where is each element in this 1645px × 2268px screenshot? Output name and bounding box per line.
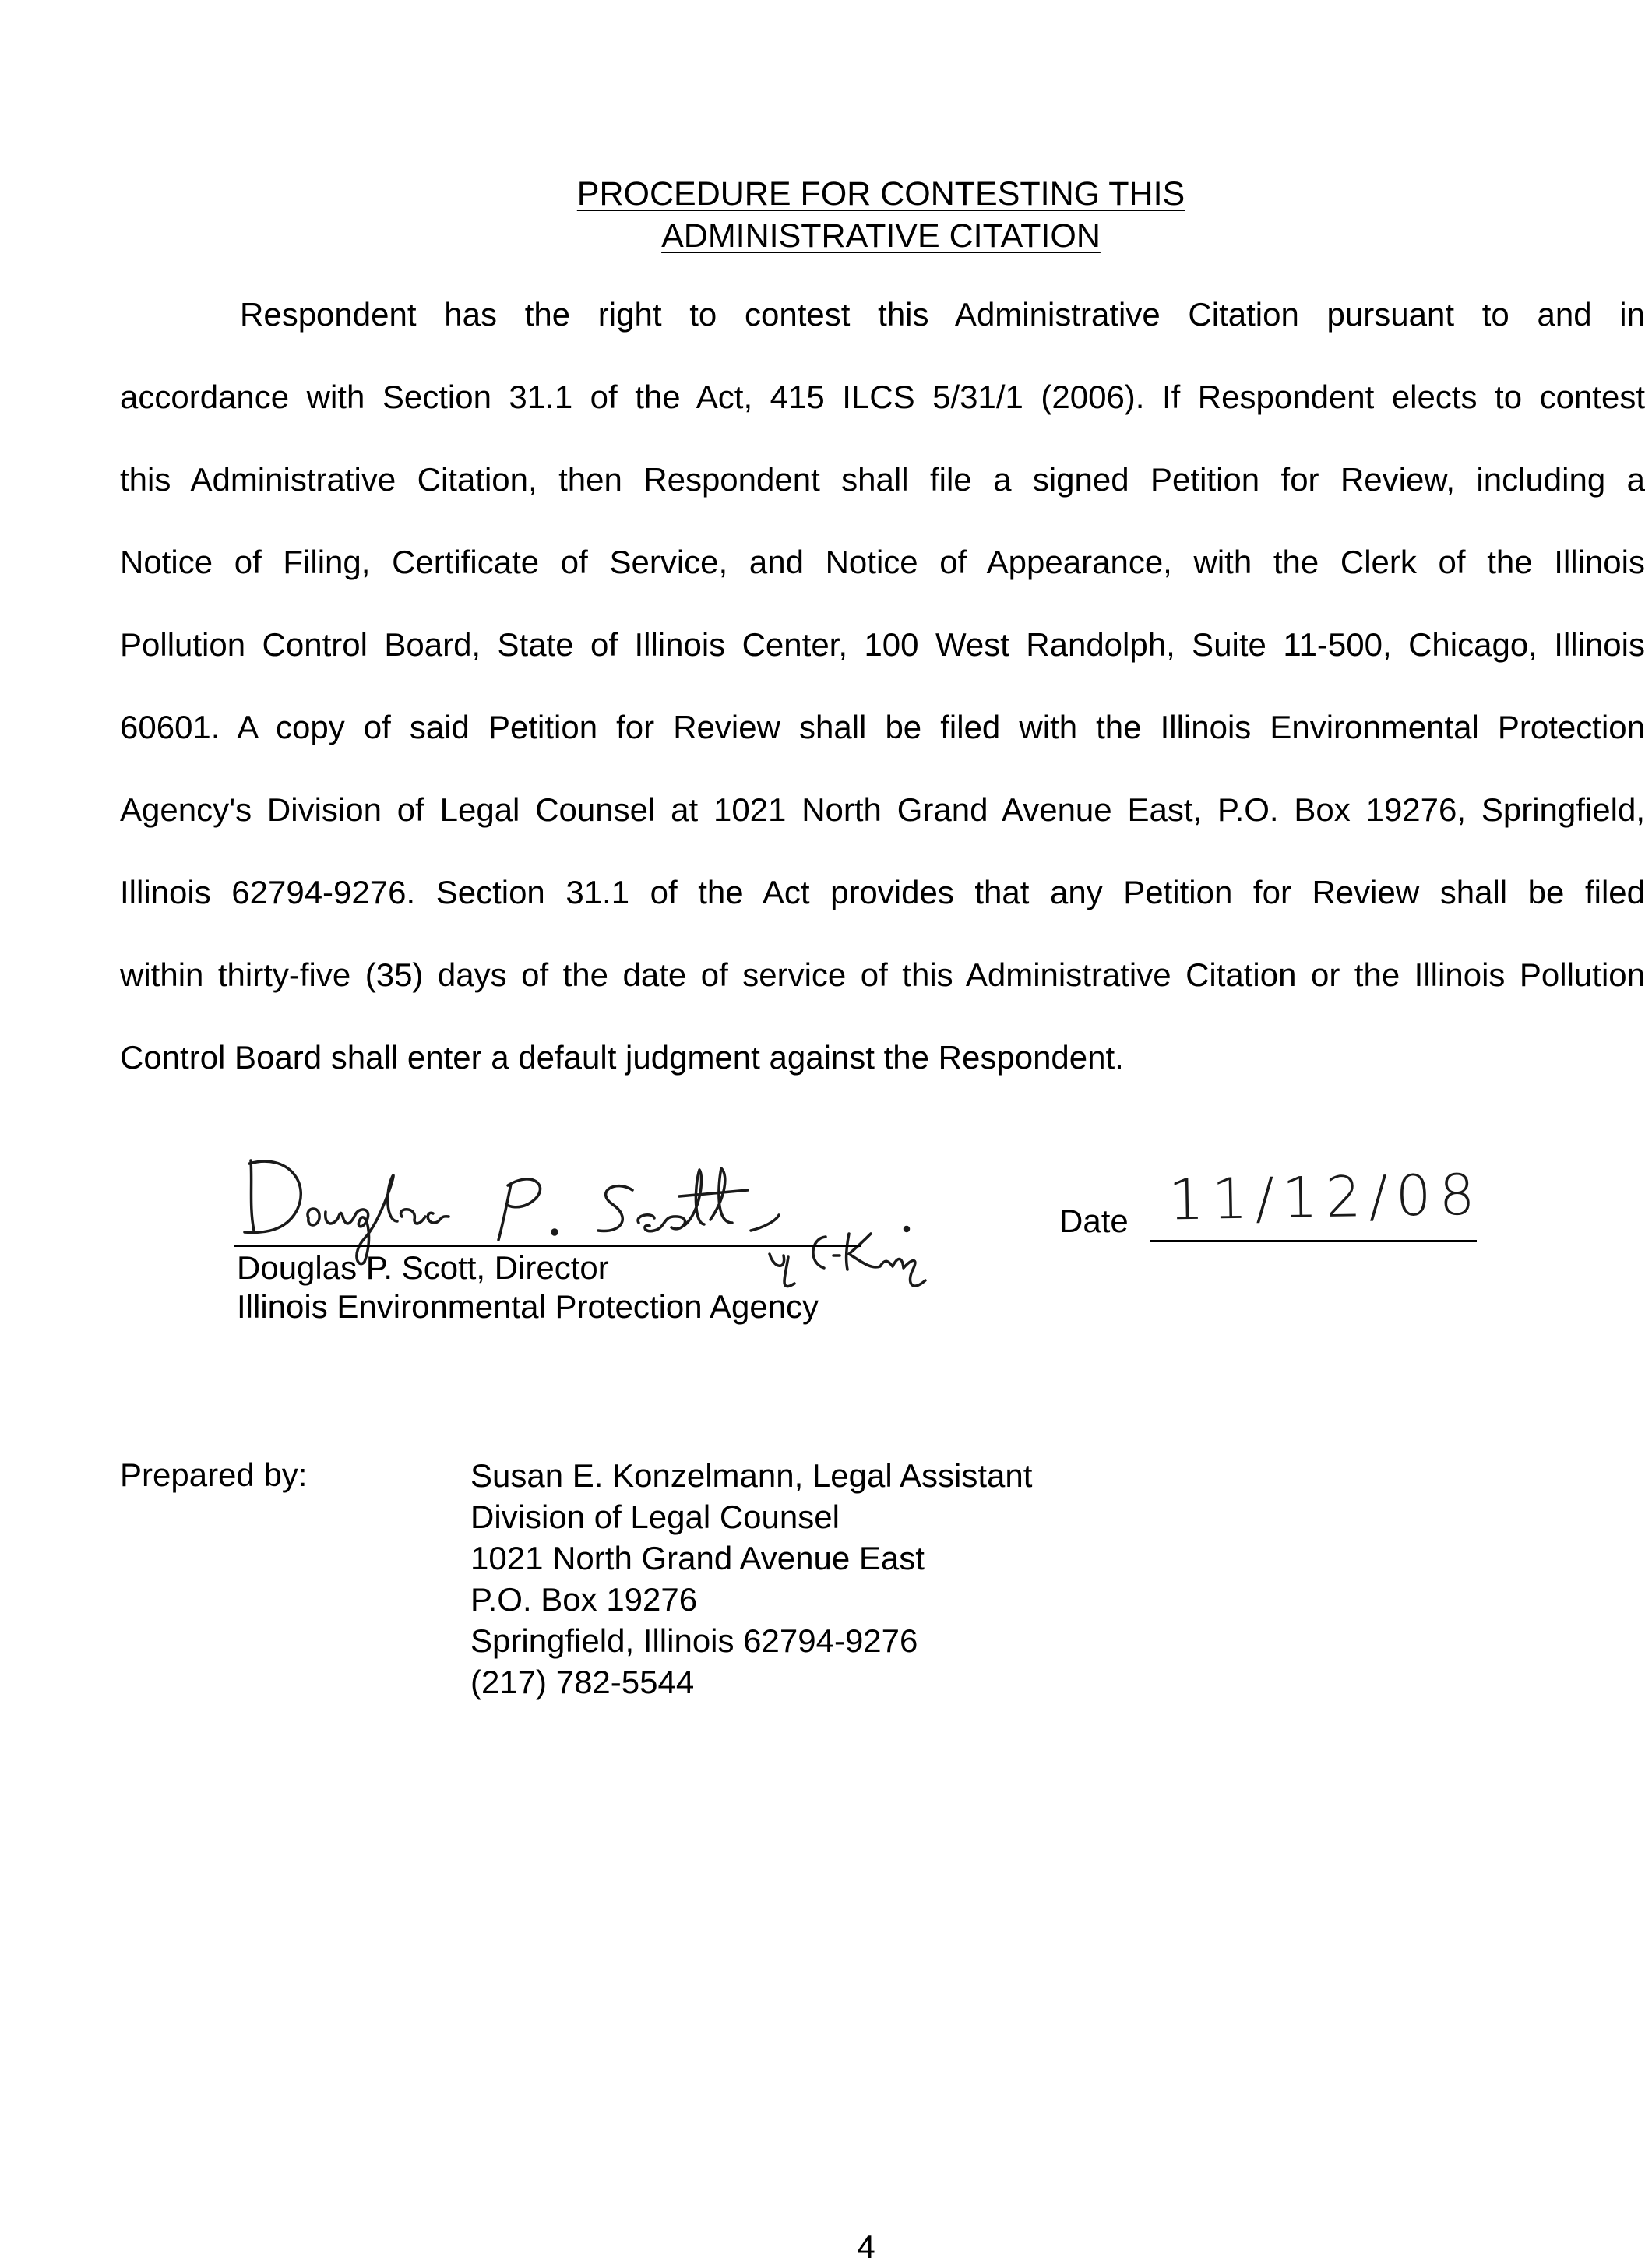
- prepared-line: 1021 North Grand Avenue East: [470, 1540, 925, 1576]
- signature-block: [234, 1153, 1511, 1402]
- signatory-agency: Illinois Environmental Protection Agency: [237, 1288, 819, 1325]
- prepared-line: Susan E. Konzelmann, Legal Assistant: [470, 1457, 1033, 1494]
- paragraph-line: Respondent has the right to contest this Administrative Citation pursuant to and in: [240, 296, 1645, 333]
- page-number: 4: [857, 2228, 875, 2265]
- signatory-name: Douglas P. Scott, Director: [237, 1249, 609, 1286]
- signature-line: [234, 1245, 861, 1247]
- paragraph-line: this Administrative Citation, then Respondent shall file a signed Petition for Review, including a: [120, 461, 1645, 498]
- prepared-by-address: [470, 1455, 1032, 1703]
- prepared-line: Springfield, Illinois 62794-9276: [470, 1622, 918, 1659]
- heading-line-2-text: ADMINISTRATIVE CITATION: [661, 217, 1101, 255]
- date-label: Date: [1059, 1203, 1129, 1239]
- prepared-line: P.O. Box 19276: [470, 1581, 698, 1618]
- prepared-by-label: Prepared by:: [120, 1456, 308, 1493]
- paragraph-line: Control Board shall enter a default judgment against the Respondent.: [120, 1039, 1124, 1076]
- heading-line-1-text: PROCEDURE FOR CONTESTING THIS: [576, 175, 1185, 213]
- paragraph-line: within thirty-five (35) days of the date of service of this Administrative Citation or the Illinois Pollution: [120, 956, 1645, 993]
- paragraph-line: Illinois 62794-9276. Section 31.1 of the Act provides that any Petition for Review shall be filed: [120, 874, 1645, 910]
- date-line: [1150, 1240, 1477, 1242]
- date-value: 11/12/08: [1168, 1161, 1484, 1233]
- paragraph-line: Agency's Division of Legal Counsel at 1021 North Grand Avenue East, P.O. Box 19276, Springfield,: [120, 791, 1645, 828]
- paragraph-line: Notice of Filing, Certificate of Service, and Notice of Appearance, with the Clerk of the Illinois: [120, 544, 1645, 580]
- prepared-line: (217) 782-5544: [470, 1664, 695, 1700]
- paragraph-line: accordance with Section 31.1 of the Act, 415 ILCS 5/31/1 (2006). If Respondent elects to contest: [120, 379, 1645, 415]
- prepared-line: Division of Legal Counsel: [470, 1498, 840, 1535]
- paragraph-line: Pollution Control Board, State of Illinois Center, 100 West Randolph, Suite 11-500, Chicago, Illinois: [120, 626, 1645, 663]
- heading-line-1: [0, 173, 1645, 215]
- heading-line-2: [0, 215, 1645, 257]
- paragraph-line: 60601. A copy of said Petition for Review shall be filed with the Illinois Environmental Protection: [120, 709, 1645, 745]
